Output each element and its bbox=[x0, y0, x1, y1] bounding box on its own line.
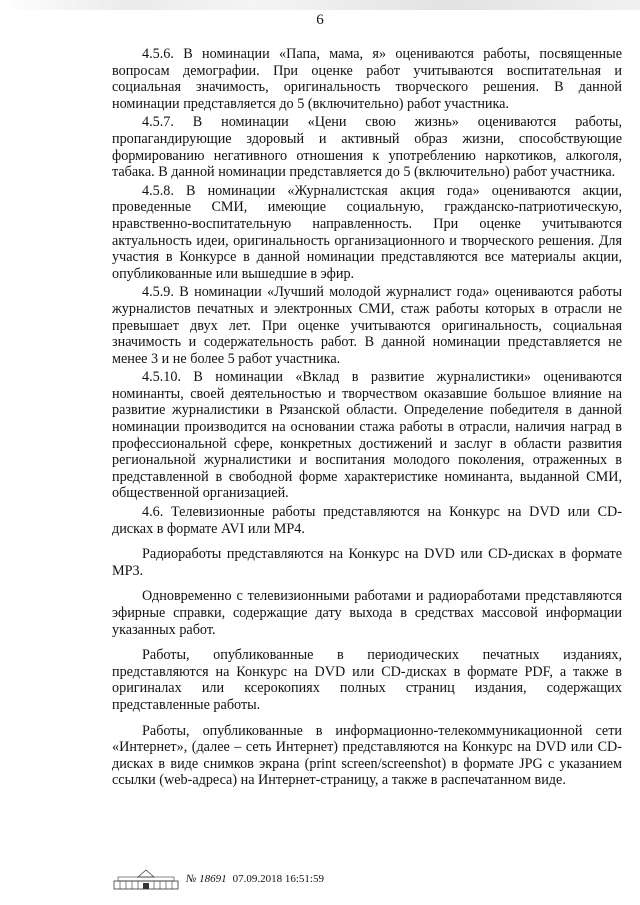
paragraph-4-5-6: 4.5.6. В номинации «Папа, мама, я» оцениваются работы, посвященные вопросам демографии. При оценке работ учитываются воспитательная и социальная значимость, оригинальность творческого решения. В данной номинации представляется до 5 (включительно) работ участника. bbox=[112, 46, 622, 112]
document-timestamp: 07.09.2018 16:51:59 bbox=[232, 873, 324, 885]
paragraph-4-5-10: 4.5.10. В номинации «Вклад в развитие журналистики» оцениваются номинанты, своей деятельностью и творчеством оказавшие большое влияние на развитие журналистики в Рязанской области. Определение победителя в данной номинации производится на основании стажа работы в отрасли, наличия наград в профессиональной сфере, конкретных достижений и заслуг в области развития региональной журналистики и воспитания молодого поколения, отраженных в представленной в свободной форме характеристике номинанта, выданной СМИ, общественной организацией. bbox=[112, 369, 622, 502]
paragraph-broadcast-certificates: Одновременно с телевизионными работами и радиоработами представляются эфирные справки, содержащие дату выхода в средствах массовой информации указанных работ. bbox=[112, 588, 622, 638]
paragraph-4-5-7: 4.5.7. В номинации «Цени свою жизнь» оцениваются работы, пропагандирующие здоровый и активный образ жизни, способствующие формированию негативного отношения к употреблению наркотиков, алкоголя, табака. В данной номинации представляется до 5 (включительно) работ участника. bbox=[112, 114, 622, 181]
paragraph-radio: Радиоработы представляются на Конкурс на DVD или CD-дисках в формате MP3. bbox=[112, 546, 622, 579]
document-number: № 18691 bbox=[186, 873, 227, 885]
document-footer bbox=[112, 866, 324, 892]
scan-edge bbox=[0, 0, 640, 10]
paragraph-print-works: Работы, опубликованные в периодических печатных изданиях, представляются на Конкурс на DVD или CD-дисках в формате PDF, а также в оригиналах или ксерокопиях полных страниц издания, содержащих представленные работы. bbox=[112, 647, 622, 713]
paragraph-4-5-8: 4.5.8. В номинации «Журналистская акция года» оцениваются акции, проведенные СМИ, имеющие социальную, гражданско-патриотическую, нравственно-воспитательную направленность. При оценке учитываются актуальность идеи, оригинальность организационного и творческого решения. Для участия в Конкурсе в данной номинации представляются все материалы акции, опубликованные или вышедшие в эфир. bbox=[112, 182, 622, 282]
paragraph-4-6: 4.6. Телевизионные работы представляются на Конкурс на DVD или CD-дисках в формате AVI или MP4. bbox=[112, 504, 622, 537]
document-body bbox=[112, 46, 622, 789]
government-building-logo bbox=[112, 867, 180, 891]
paragraph-4-5-9: 4.5.9. В номинации «Лучший молодой журналист года» оцениваются работы журналистов печатных и электронных СМИ, стаж работы которых в отрасли не превышает двух лет. При оценке учитываются оригинальность, социальная значимость и содержательность работ. В данной номинации представляется не менее 3 и не более 5 работ участника. bbox=[112, 284, 622, 367]
page-number: 6 bbox=[316, 12, 324, 28]
paragraph-internet-works: Работы, опубликованные в информационно-телекоммуникационной сети «Интернет», (далее – сеть Интернет) представляются на Конкурс на DVD или CD-дисках в виде снимков экрана (print screen/screenshot) в формате JPG с указанием ссылки (web-адреса) на Интернет-страницу, а также в распечатанном виде. bbox=[112, 722, 622, 789]
